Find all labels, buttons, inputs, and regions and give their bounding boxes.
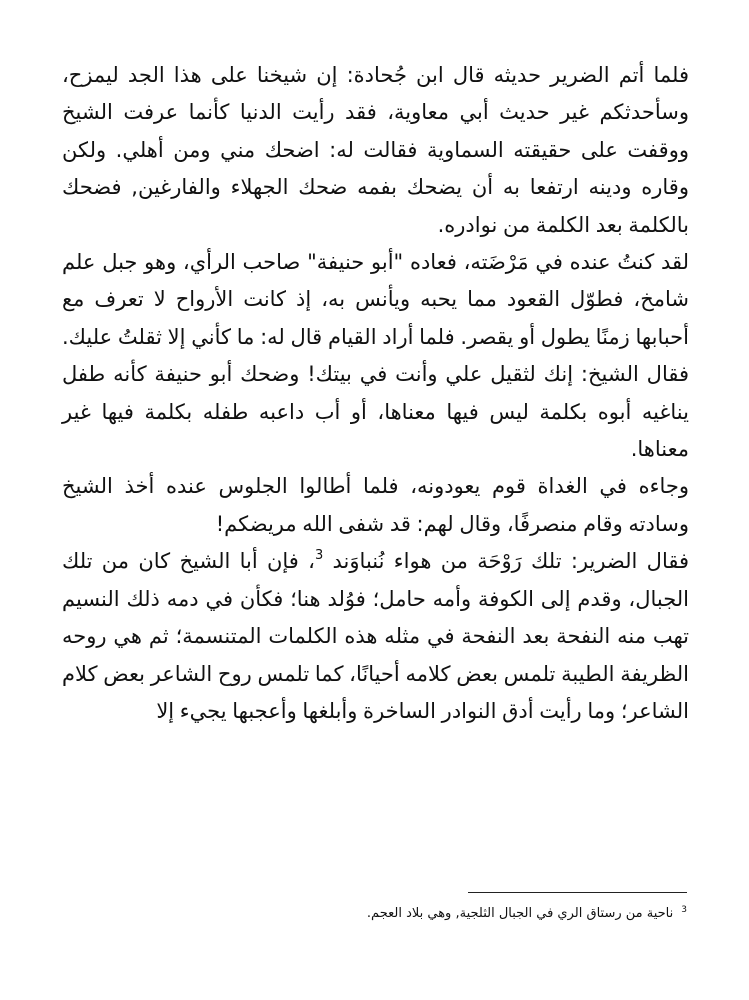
footnote <box>250 900 687 924</box>
paragraph-2: لقد كنتُ عنده في مَرْضَته، فعاده "أبو حنيفة" صاحب الرأي، وهو جبل علم شامخ، فطوّل القعود مما يحبه ويأنس به، إذ كانت الأرواح لا تعرف مع أحبابها زمنًا يطول أو يقصر. فلما أراد القيام قال له: ما كأني إلا ثقلتُ عليك. فقال الشيخ: إنك لثقيل علي وأنت في بيتك! وضحك أبو حنيفة كأنه طفل يناغيه أبوه بكلمة ليس فيها معناها، أو أب داعبه طفله بكلمة فيها غير معناها. <box>62 250 689 462</box>
main-text <box>62 57 689 730</box>
paragraph-1: فلما أتم الضرير حديثه قال ابن جُحادة: إن شيخنا على هذا الجد ليمزح، وسأحدثكم غير حديث أبي معاوية، فقد رأيت الدنيا كأنما عرفت الشيخ ووقفت على حقيقته السماوية فقالت له: اضحك مني ومن أهلي. ولكن وقاره ودينه ارتفعا به أن يضحك بفمه ضحك الجهلاء والفارغين, فضحك بالكلمة بعد الكلمة من نوادره. <box>62 63 689 237</box>
footnote-text: ناحية من رستاق الري في الجبال الثلجية, وهي بلاد العجم. <box>366 906 674 921</box>
paragraph-4 <box>62 543 689 730</box>
paragraph-4-end: ، فإن أبا الشيخ كان من تلك الجبال، وقدم إلى الكوفة وأمه حامل؛ فوُلد هنا؛ فكأن في دمه ذلك النسيم تهب منه النفحة بعد النفحة في مثله هذه الكلمات المتنسمة؛ ثم هي روحه الظريفة الطيبة تلمس بعض كلامه أحيانًا، كما تلمس روح الشاعر بعض كلام الشاعر؛ وما رأيت أدق النوادر الساخرة وأبلغها وأعجبها يجيء إلا <box>62 549 689 723</box>
footnote-number: 3 <box>681 905 687 915</box>
paragraph-4-start: فقال الضرير: تلك رَوْحَة من هواء نُنباوَند <box>332 549 689 574</box>
paragraph-3: وجاءه في الغداة قوم يعودونه، فلما أطالوا الجلوس عنده أخذ الشيخ وسادته وقام منصرفًا، وقال لهم: قد شفى الله مريضكم! <box>62 474 689 536</box>
footnote-reference[interactable]: 3 <box>314 548 324 564</box>
footnote-divider <box>468 892 687 893</box>
